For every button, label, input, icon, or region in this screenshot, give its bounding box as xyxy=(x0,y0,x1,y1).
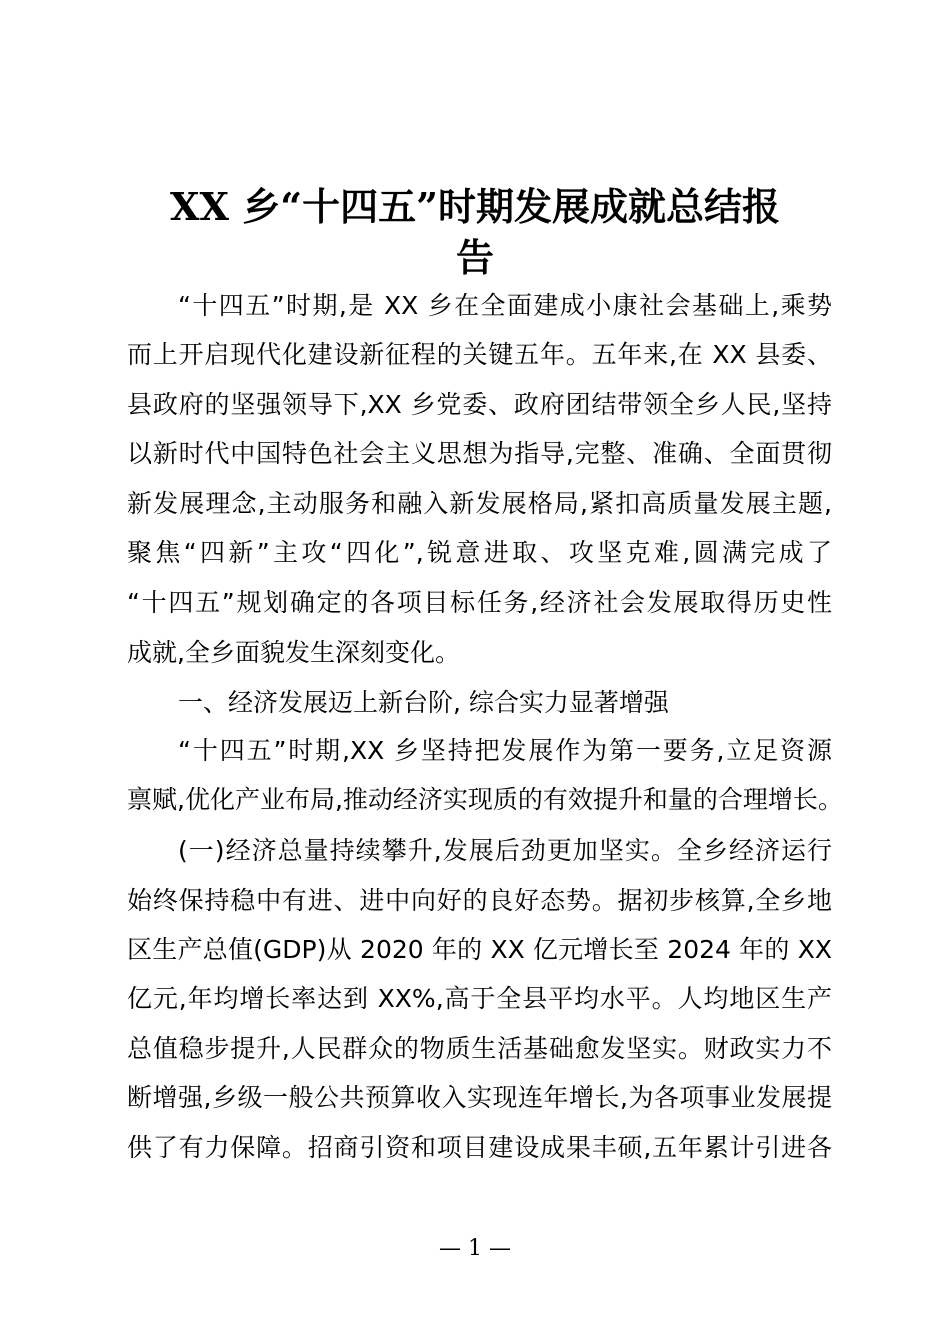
paragraph-line: “十四五”规划确定的各项目标任务,经济社会发展取得历史性 xyxy=(127,588,832,617)
paragraph-line: 始终保持稳中有进、进中向好的良好态势。据初步核算,全乡地 xyxy=(127,886,832,915)
paragraph-line: 成就,全乡面貌发生深刻变化。 xyxy=(127,638,460,667)
paragraph-line: “十四五”时期,是 XX 乡在全面建成小康社会基础上,乘势 xyxy=(178,291,832,320)
paragraph-line: (一)经济总量持续攀升,发展后劲更加坚实。全乡经济运行 xyxy=(178,836,832,865)
paragraph-line: 新发展理念,主动服务和融入新发展格局,紧扣高质量发展主题, xyxy=(127,489,832,518)
paragraph-line: 供了有力保障。招商引资和项目建设成果丰硕,五年累计引进各 xyxy=(127,1133,832,1162)
document-title-line-1: XX 乡“十四五”时期发展成就总结报 xyxy=(170,184,780,229)
paragraph-line: 而上开启现代化建设新征程的关键五年。五年来,在 XX 县委、 xyxy=(127,340,832,369)
paragraph-line: 县政府的坚强领导下,XX 乡党委、政府团结带领全乡人民,坚持 xyxy=(127,390,832,419)
paragraph-line: 区生产总值(GDP)从 2020 年的 XX 亿元增长至 2024 年的 XX xyxy=(127,935,832,964)
paragraph-line: 禀赋,优化产业布局,推动经济实现质的有效提升和量的合理增长。 xyxy=(127,785,843,814)
paragraph-line: 亿元,年均增长率达到 XX%,高于全县平均水平。人均地区生产 xyxy=(127,984,832,1013)
page-number: — 1 — xyxy=(439,1236,511,1261)
paragraph-line: “十四五”时期,XX 乡坚持把发展作为第一要务,立足资源 xyxy=(178,736,832,765)
paragraph-line: 断增强,乡级一般公共预算收入实现连年增长,为各项事业发展提 xyxy=(127,1083,832,1112)
document-title-line-2: 告 xyxy=(455,235,494,280)
paragraph-line: 以新时代中国特色社会主义思想为指导,完整、准确、全面贯彻 xyxy=(127,439,832,468)
section-heading: 一、经济发展迈上新台阶, 综合实力显著增强 xyxy=(178,688,669,717)
paragraph-line: 聚焦“四新”主攻“四化”,锐意进取、攻坚克难,圆满完成了 xyxy=(127,538,832,567)
paragraph-line: 总值稳步提升,人民群众的物质生活基础愈发坚实。财政实力不 xyxy=(127,1034,832,1063)
